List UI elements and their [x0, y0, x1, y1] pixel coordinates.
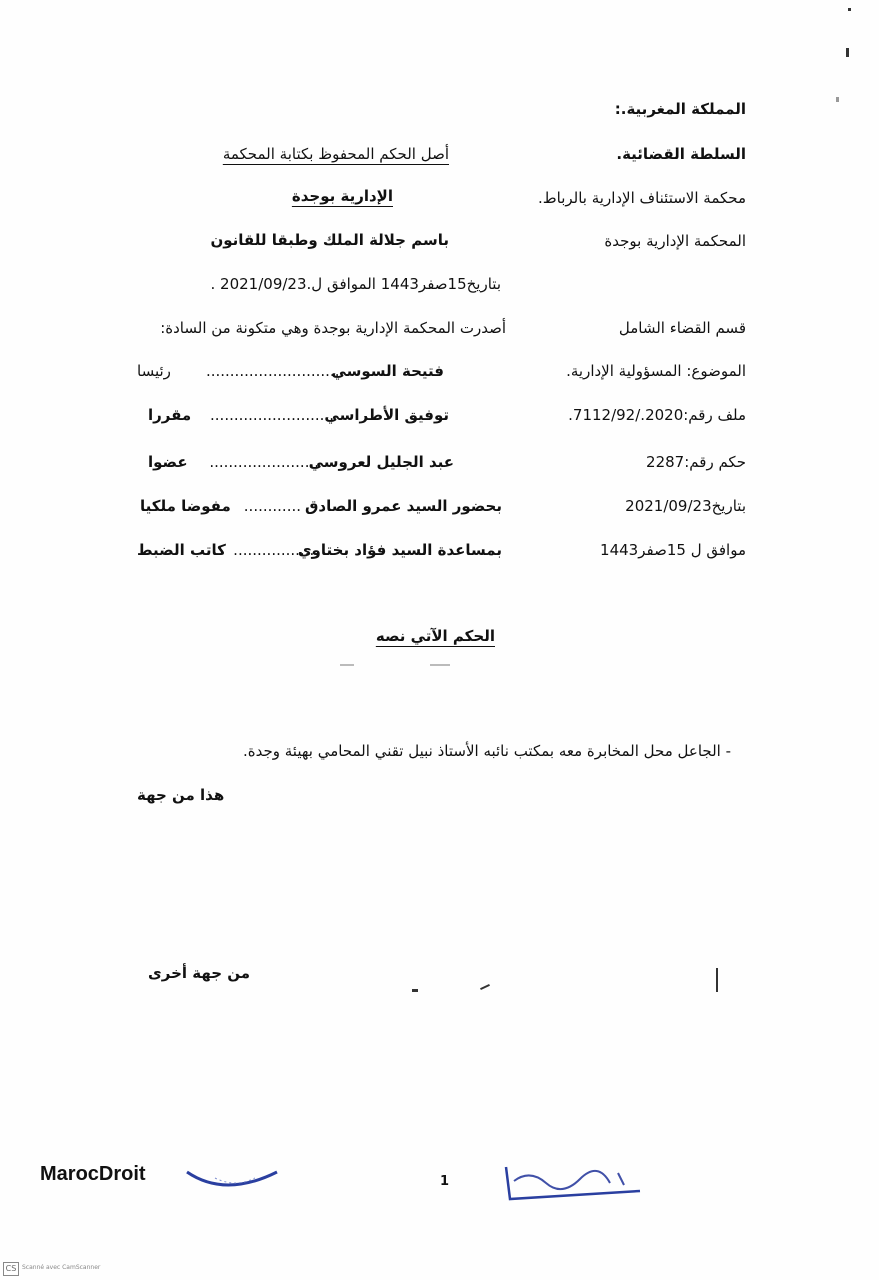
royal-invocation: باسم جلالة الملك وطبقا للقانون: [210, 231, 449, 249]
admin-court: المحكمة الإدارية بوجدة: [604, 232, 746, 250]
scan-mark: [836, 97, 839, 102]
panel-member-dots: ............: [243, 497, 301, 515]
panel-member-name: توفيق الأطراسي: [324, 406, 449, 424]
panel-member-dots: ..................: [233, 541, 319, 559]
subject-label: الموضوع: المسؤولية الإدارية.: [566, 362, 746, 380]
panel-intro: أصدرت المحكمة الإدارية بوجدة وهي متكونة من السادة:: [160, 319, 506, 337]
panel-member-dots: .......................: [209, 453, 319, 471]
panel-member-name: فتيحة السوسي: [331, 362, 444, 380]
ruling-date-line: بتاريخ15صفر1443 الموافق ل.2021/09/23 .: [210, 275, 501, 293]
panel-member-role: كاتب الضبط: [137, 541, 226, 559]
scan-mark: [716, 968, 718, 992]
judicial-authority: السلطة القضائية.: [616, 145, 746, 163]
watermark-logo: MarocDroit: [40, 1163, 146, 1185]
scan-mark: [848, 8, 851, 11]
clerk-name: بمساعدة السيد فؤاد بختاوي: [297, 541, 502, 559]
admin-oujda-heading: الإدارية بوجدة: [291, 187, 393, 205]
commissioner-name: بحضور السيد عمرو الصادق: [304, 497, 502, 515]
panel-member-dots: ..............................: [205, 362, 349, 380]
original-ruling-heading: أصل الحكم المحفوظ بكتابة المحكمة: [222, 145, 449, 163]
judgment-date: بتاريخ2021/09/23: [625, 497, 746, 515]
panel-member-dots: ..........................: [210, 406, 334, 424]
page-number: 1: [440, 1174, 450, 1189]
smudge-mark: [430, 664, 450, 666]
appeal-court: محكمة الاستئناف الإدارية بالرباط.: [537, 189, 746, 207]
scan-mark: [412, 989, 418, 992]
hijri-date: موافق ل 15صفر1443: [600, 541, 746, 559]
judgment-number: حكم رقم:2287: [646, 453, 746, 471]
section-label: قسم القضاء الشامل: [618, 319, 746, 337]
panel-member-role: مقررا: [148, 406, 192, 424]
panel-member-role: عضوا: [148, 453, 188, 471]
panel-member-role: رئيسا: [137, 362, 171, 380]
other-side-label: من جهة أخرى: [148, 964, 251, 982]
kingdom-title: المملكة المغربية.:: [614, 100, 746, 118]
stamp-fragment-right: [500, 1163, 650, 1203]
smudge-mark: [340, 664, 354, 666]
scanner-credit: Scanné avec CamScanner: [22, 1264, 101, 1271]
this-side-label: هذا من جهة: [137, 786, 225, 804]
body-line-1: - الجاعل محل المخابرة معه بمكتب نائبه الأستاذ نبيل تقني المحامي بهيئة وجدة.: [242, 742, 731, 760]
panel-member-role: مفوضا ملكيا: [140, 497, 231, 515]
file-number: ملف رقم:2020./7112/92.: [568, 406, 746, 424]
scan-mark: [480, 984, 490, 990]
panel-member-name: عبد الجليل لعروسي: [308, 453, 454, 471]
scanner-badge: CS: [3, 1262, 19, 1276]
scan-mark: [846, 48, 849, 57]
stamp-fragment-left: [185, 1168, 285, 1198]
ruling-title: الحكم الآتي نصه: [375, 627, 495, 645]
